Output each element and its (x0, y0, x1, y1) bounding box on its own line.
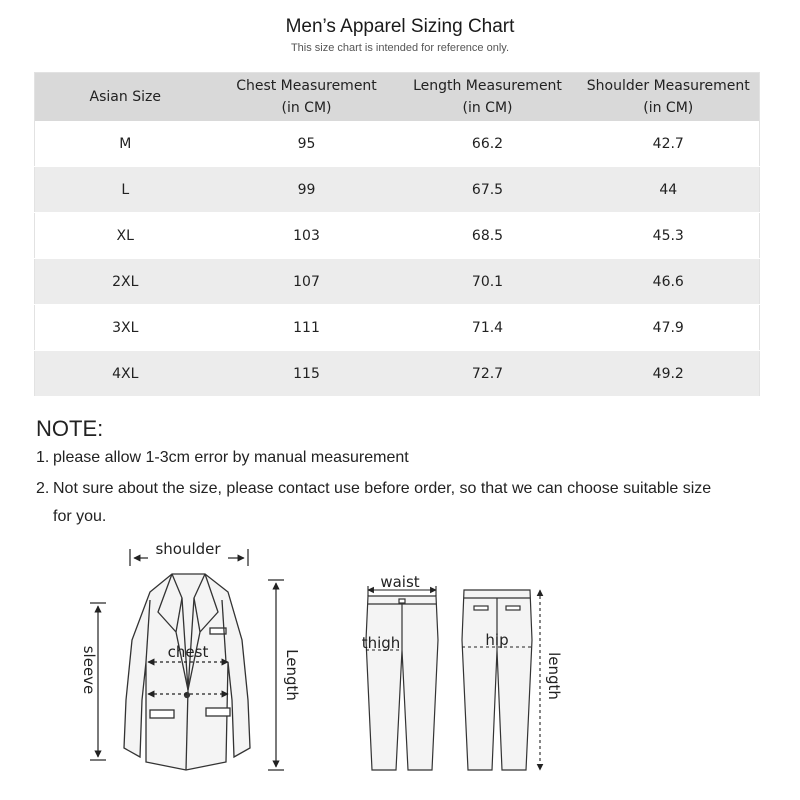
thigh-label: thigh (361, 634, 401, 652)
cell-size: XL (35, 213, 216, 259)
note-text-continued: for you. (53, 508, 107, 525)
cell-length: 70.1 (398, 259, 578, 305)
cell-chest: 95 (216, 121, 398, 167)
cell-length: 68.5 (398, 213, 578, 259)
page-title: Men’s Apparel Sizing Chart (285, 16, 515, 37)
table-row (35, 167, 760, 213)
table-row (35, 259, 760, 305)
jacket-illustration (124, 574, 250, 770)
cell-size: M (35, 121, 216, 167)
note-item (36, 444, 776, 472)
length-label: Length (283, 649, 301, 701)
table-row (35, 351, 760, 397)
cell-length: 66.2 (398, 121, 578, 167)
note-text: please allow 1-3cm error by manual measurement (53, 449, 409, 466)
sleeve-label: sleeve (80, 645, 98, 695)
cell-chest: 115 (216, 351, 398, 397)
measurement-diagram (0, 530, 800, 800)
hip-label: hip (485, 631, 509, 649)
note-item (36, 475, 776, 531)
pants-front-illustration (366, 596, 438, 770)
chest-label: chest (167, 643, 209, 661)
cell-length: 71.4 (398, 305, 578, 351)
cell-chest: 107 (216, 259, 398, 305)
cell-size: 4XL (35, 351, 216, 397)
waist-label: waist (380, 573, 420, 591)
note-number: 1. (36, 449, 50, 466)
table-row (35, 305, 760, 351)
table-header-row (35, 73, 760, 122)
cell-chest: 99 (216, 167, 398, 213)
note-text: Not sure about the size, please contact use before order, so that we can choose suitable size (53, 480, 712, 497)
cell-shoulder: 42.7 (578, 121, 760, 167)
cell-length: 72.7 (398, 351, 578, 397)
column-header-length: Length Measurement (in CM) (398, 73, 578, 122)
shoulder-label: shoulder (155, 540, 221, 558)
cell-shoulder: 46.6 (578, 259, 760, 305)
column-header-shoulder: Shoulder Measurement (in CM) (578, 73, 760, 122)
cell-chest: 103 (216, 213, 398, 259)
table-row (35, 213, 760, 259)
note-number: 2. (36, 480, 50, 497)
page-subtitle: This size chart is intended for reference only. (290, 42, 510, 54)
cell-size: 3XL (35, 305, 216, 351)
cell-shoulder: 47.9 (578, 305, 760, 351)
cell-shoulder: 49.2 (578, 351, 760, 397)
size-table (34, 72, 760, 397)
note-heading: NOTE: (36, 416, 104, 441)
cell-shoulder: 44 (578, 167, 760, 213)
table-row (35, 121, 760, 167)
cell-shoulder: 45.3 (578, 213, 760, 259)
column-header-size: Asian Size (35, 73, 216, 122)
column-header-chest: Chest Measurement (in CM) (216, 73, 398, 122)
cell-size: 2XL (35, 259, 216, 305)
pants-length-label: length (545, 652, 563, 700)
cell-size: L (35, 167, 216, 213)
cell-length: 67.5 (398, 167, 578, 213)
pants-back-illustration (462, 590, 532, 770)
cell-chest: 111 (216, 305, 398, 351)
